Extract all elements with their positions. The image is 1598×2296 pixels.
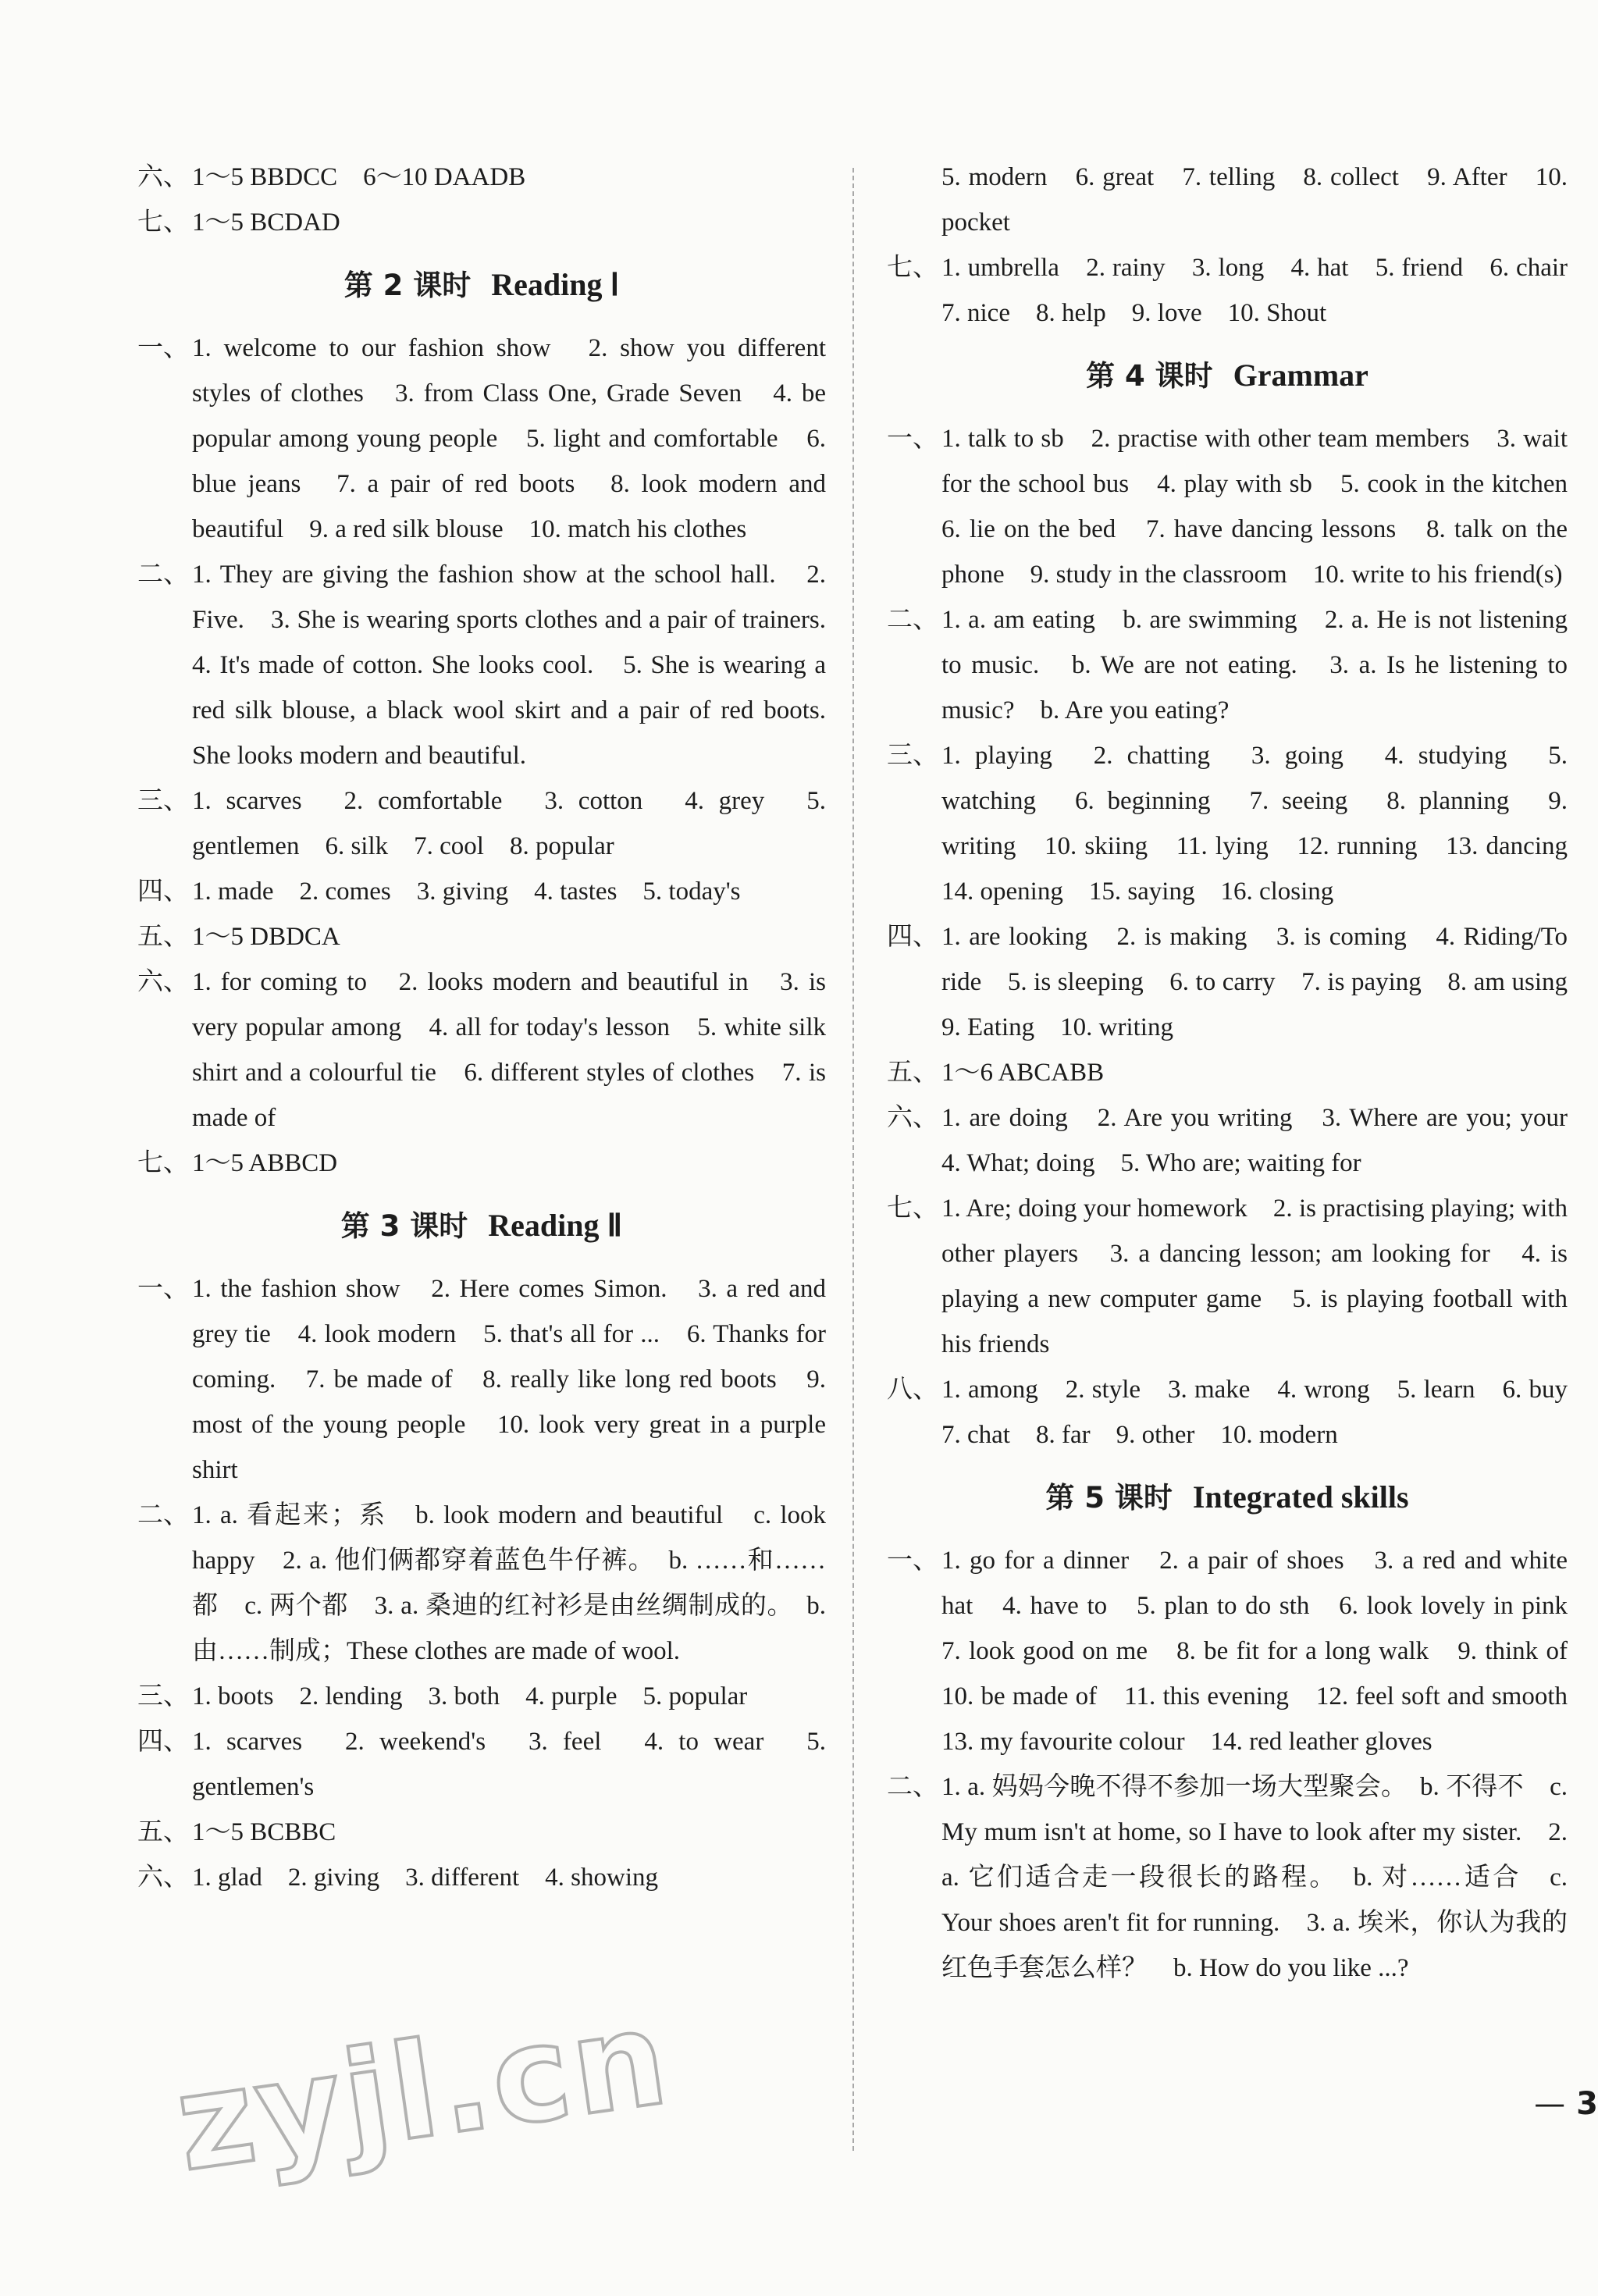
lesson-heading bbox=[887, 1475, 1568, 1521]
section-number: 四、 bbox=[137, 1728, 189, 1756]
section-answers: 1. are doing 2. Are you writing 3. Where are you; your 4. What; doing 5. Who are; waiting for bbox=[941, 1104, 1593, 1177]
answer-section bbox=[887, 1538, 1593, 1764]
section-answers: 1. They are giving the fashion show at the school hall. 2. Five. 3. She is wearing sports clothes and a pair of trainers. 4. It's made of cotton. She looks cool. 5. She is wearing a red silk blouse, a black wool skirt and a pair of red boots. She looks modern and beautiful. bbox=[192, 561, 852, 770]
answer-section bbox=[137, 552, 852, 778]
section-number: 二、 bbox=[887, 606, 938, 634]
section-answers: 1～5 BBDCC 6～10 DAADB bbox=[192, 163, 526, 191]
right-column bbox=[887, 155, 1593, 1991]
section-answers: 1～5 ABBCD bbox=[192, 1149, 338, 1177]
answer-section bbox=[137, 326, 826, 552]
answer-section bbox=[137, 1493, 826, 1674]
answer-section bbox=[887, 1764, 1568, 1991]
section-number: 五、 bbox=[887, 1059, 938, 1087]
section-answers: 5. modern 6. great 7. telling 8. collect 9. After 10. pocket bbox=[941, 163, 1568, 237]
answer-section bbox=[137, 869, 826, 914]
section-answers: 1. Are; doing your homework 2. is practising playing; with other players 3. a dancing lesson; am looking for 4. is playing a new computer game 5. is playing football with his friends bbox=[941, 1194, 1568, 1358]
answer-section bbox=[137, 200, 826, 245]
page-number-value: 3 bbox=[1576, 2086, 1598, 2122]
section-answers: 1. playing 2. chatting 3. going 4. studying 5. watching 6. beginning 7. seeing 8. planning 9. writing 10. skiing 11. lying 12. running 13. dancing 14. opening 15. saying 16. closing bbox=[941, 742, 1593, 906]
section-number: 一、 bbox=[137, 334, 189, 362]
section-number: 六、 bbox=[137, 1863, 189, 1892]
section-number: 五、 bbox=[137, 923, 189, 951]
page-number bbox=[1534, 2086, 1598, 2122]
section-answers: 1～5 BCDAD bbox=[192, 208, 340, 237]
answer-section bbox=[137, 1855, 826, 1900]
lesson-title: Reading Ⅱ bbox=[488, 1208, 623, 1243]
section-answers: 1～5 DBDCA bbox=[192, 923, 340, 951]
lesson-number: 第 5 课时 bbox=[1045, 1481, 1173, 1515]
watermark: zyjl.cn bbox=[167, 1980, 679, 2202]
lesson-title: Integrated skills bbox=[1192, 1479, 1409, 1515]
section-number: 八、 bbox=[887, 1376, 938, 1404]
section-number: 四、 bbox=[137, 877, 189, 906]
section-number: 七、 bbox=[887, 254, 938, 282]
answer-section bbox=[137, 778, 826, 869]
section-answers: 1. the fashion show 2. Here comes Simon. 3. a red and grey tie 4. look modern 5. that's all for ... 6. Thanks for coming. 7. be made of 8. really like long red boots 9. most of the young people 10. look very great in a purple shirt bbox=[192, 1275, 826, 1484]
answer-section bbox=[887, 914, 1593, 1050]
lesson-heading bbox=[887, 353, 1568, 399]
answer-section bbox=[887, 1367, 1593, 1458]
answer-section bbox=[887, 597, 1568, 733]
section-number: 七、 bbox=[137, 208, 189, 237]
section-number: 六、 bbox=[887, 1104, 938, 1132]
lesson-title: Grammar bbox=[1233, 358, 1368, 393]
section-answers: 1. umbrella 2. rainy 3. long 4. hat 5. friend 6. chair 7. nice 8. help 9. love 10. Shout bbox=[941, 254, 1593, 327]
answer-section bbox=[887, 155, 1568, 245]
column-divider bbox=[852, 168, 854, 2151]
answer-section bbox=[137, 1719, 826, 1810]
section-number: 四、 bbox=[887, 923, 938, 951]
section-number: 六、 bbox=[137, 968, 189, 996]
page-number-dash: — bbox=[1534, 2086, 1566, 2122]
answer-section bbox=[887, 245, 1593, 336]
section-answers: 1. for coming to 2. looks modern and beautiful in 3. is very popular among 4. all for today's lesson 5. white silk shirt and a colourful tie 6. different styles of clothes 7. is made of bbox=[192, 968, 826, 1132]
answer-section bbox=[137, 1141, 826, 1186]
answer-section bbox=[137, 1810, 826, 1855]
section-answers: 1. glad 2. giving 3. different 4. showing bbox=[192, 1863, 658, 1892]
section-answers: 1. a. 看起来；系 b. look modern and beautiful c. look happy 2. a. 他们俩都穿着蓝色牛仔裤。 b. ……和……都 c. 两个都 3. a. 桑迪的红衬衫是由丝绸制成的。 b. 由……制成；These clothes are made of wool. bbox=[192, 1501, 826, 1665]
section-number: 一、 bbox=[137, 1275, 189, 1303]
section-number: 三、 bbox=[137, 787, 189, 815]
section-number: 五、 bbox=[137, 1818, 189, 1846]
section-number: 七、 bbox=[887, 1194, 938, 1223]
section-number: 二、 bbox=[887, 1773, 938, 1801]
lesson-heading bbox=[137, 1203, 826, 1249]
section-answers: 1. go for a dinner 2. a pair of shoes 3. a red and white hat 4. have to 5. plan to do sth 6. look lovely in pink 7. look good on me 8. be fit for a long walk 9. think of 10. be made of 11. this evening 12. feel soft and smooth 13. my favourite colour 14. red leather gloves bbox=[941, 1547, 1593, 1756]
section-number: 一、 bbox=[887, 425, 938, 453]
lesson-number: 第 3 课时 bbox=[340, 1209, 468, 1243]
lesson-title: Reading Ⅰ bbox=[491, 267, 620, 302]
section-answers: 1. scarves 2. comfortable 3. cotton 4. grey 5. gentlemen 6. silk 7. cool 8. popular bbox=[192, 787, 826, 860]
answer-section bbox=[137, 914, 826, 959]
section-answers: 1. are looking 2. is making 3. is coming 4. Riding/To ride 5. is sleeping 6. to carry 7. is paying 8. am using 9. Eating 10. writing bbox=[941, 923, 1593, 1041]
answer-section bbox=[887, 416, 1593, 597]
section-answers: 1. scarves 2. weekend's 3. feel 4. to wear 5. gentlemen's bbox=[192, 1728, 826, 1801]
section-number: 二、 bbox=[137, 561, 189, 589]
answer-section bbox=[887, 733, 1593, 914]
section-answers: 1～6 ABCABB bbox=[941, 1059, 1105, 1087]
section-answers: 1～5 BCBBC bbox=[192, 1818, 336, 1846]
left-column bbox=[137, 155, 852, 1900]
answer-section bbox=[137, 155, 826, 200]
section-answers: 1. welcome to our fashion show 2. show you different styles of clothes 3. from Class One, Grade Seven 4. be popular among young people 5. light and comfortable 6. blue jeans 7. a pair of red boots 8. look modern and beautiful 9. a red silk blouse 10. match his clothes bbox=[192, 334, 826, 543]
section-answers: 1. made 2. comes 3. giving 4. tastes 5. today's bbox=[192, 877, 741, 906]
answer-section bbox=[887, 1095, 1593, 1186]
section-answers: 1. a. 妈妈今晚不得不参加一场大型聚会。 b. 不得不 c. My mum isn't at home, so I have to look after my sister. 2. a. 它们适合走一段很长的路程。 b. 对……适合 c. Your shoes aren't fit for running. 3. a. 埃米，你认为我的红色手套怎么样？ b. How do you like ...? bbox=[941, 1773, 1568, 1982]
section-answers: 1. talk to sb 2. practise with other team members 3. wait for the school bus 4. play with sb 5. cook in the kitchen 6. lie on the bed 7. have dancing lessons 8. talk on the phone 9. study in the classroom 10. write to his friend(s) bbox=[941, 425, 1593, 589]
answer-section bbox=[137, 959, 826, 1141]
section-number: 三、 bbox=[137, 1682, 189, 1710]
section-number: 一、 bbox=[887, 1547, 938, 1575]
answer-section bbox=[137, 1266, 826, 1493]
lesson-number: 第 2 课时 bbox=[343, 269, 472, 302]
section-number: 七、 bbox=[137, 1149, 189, 1177]
section-number: 六、 bbox=[137, 163, 189, 191]
answer-section bbox=[887, 1050, 1568, 1095]
section-answers: 1. boots 2. lending 3. both 4. purple 5. popular bbox=[192, 1682, 748, 1710]
answer-section bbox=[887, 1186, 1568, 1367]
section-answers: 1. among 2. style 3. make 4. wrong 5. learn 6. buy 7. chat 8. far 9. other 10. modern bbox=[941, 1376, 1593, 1449]
section-number: 二、 bbox=[137, 1501, 189, 1529]
lesson-number: 第 4 课时 bbox=[1086, 359, 1213, 393]
section-number: 三、 bbox=[887, 742, 938, 770]
lesson-heading bbox=[137, 262, 826, 308]
answer-section bbox=[137, 1674, 826, 1719]
section-answers: 1. a. am eating b. are swimming 2. a. He is not listening to music. b. We are not eating. 3. a. Is he listening to music? b. Are you eating? bbox=[941, 606, 1568, 724]
